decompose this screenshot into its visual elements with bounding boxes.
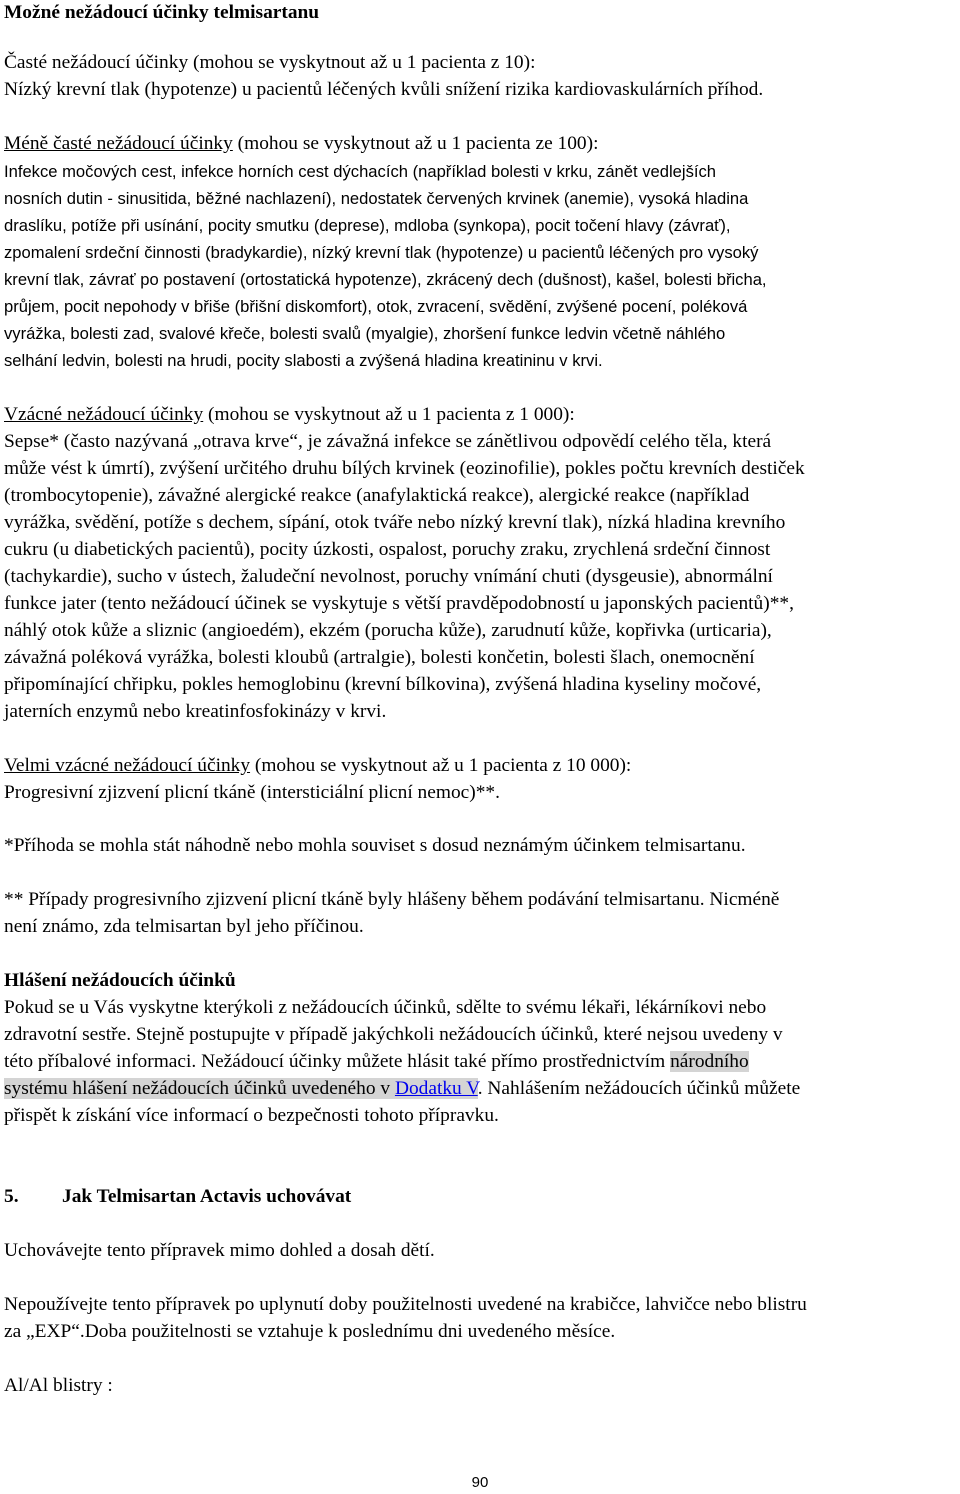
uncommon-effects-line: zpomalení srdeční činnosti (bradykardie), nízký krevní tlak (hypotenze) u pacientů léčených pro vysoký (4, 243, 759, 262)
uncommon-effects-line: Infekce močových cest, infekce horních cest dýchacích (například bolesti v krku, zánět vedlejších (4, 162, 717, 181)
storage-instruction: Uchovávejte tento přípravek mimo dohled a dosah dětí. (4, 1240, 435, 1261)
rare-effects-line: připomínající chřipku, pokles hemoglobinu (krevní bílkovina), zvýšená hladina kyseliny močové, (4, 674, 762, 695)
rare-effects-line: závažná poléková vyrážka, bolesti kloubů (artralgie), bolesti končetin, bolesti šlach, onemocnění (4, 647, 755, 668)
appendix-v-link[interactable]: Dodatku V (394, 1078, 478, 1099)
footnote-single-asterisk: *Příhoda se mohla stát náhodně nebo mohla souviset s dosud neznámým účinkem telmisartanu. (4, 835, 746, 856)
common-effects-text: Nízký krevní tlak (hypotenze) u pacientů léčených kvůli snížení rizika kardiovaskulárních příhod. (4, 79, 764, 100)
expiry-instruction-cont: za „EXP“.Doba použitelnosti se vztahuje k poslednímu dni uvedeného měsíce. (4, 1321, 616, 1342)
rare-effects-line: (tachykardie), sucho v ústech, žaludeční nevolnost, poruchy vnímání chuti (dysgeusie), abnormální (4, 566, 773, 587)
uncommon-effects-line: vyrážka, bolesti zad, svalové křeče, bolesti svalů (myalgie), zhoršení funkce ledvin včetně náhlého (4, 324, 726, 343)
very-rare-effects-text: Progresivní zjizvení plicní tkáně (intersticiální plicní nemoc)**. (4, 782, 500, 803)
section-heading: Možné nežádoucí účinky telmisartanu (4, 2, 320, 23)
reporting-text: Pokud se u Vás vyskytne kterýkoli z nežádoucích účinků, sdělte to svému lékaři, lékárníkovi nebo (4, 997, 767, 1018)
uncommon-effects-line: draslíku, potíže při usínání, pocity smutku (deprese), mdloba (synkopa), pocit točení hlavy (závrať), (4, 216, 731, 235)
rare-effects-line: (trombocytopenie), závažné alergické reakce (anafylaktická reakce), alergické reakce (například (4, 485, 750, 506)
very-rare-effects-lead (4, 752, 631, 779)
reporting-text-plain: . Nahlášením nežádoucích účinků můžete (477, 1078, 801, 1099)
rare-effects-line: náhlý otok kůže a sliznic (angioedém), ekzém (porucha kůže), zarudnutí kůže, kopřivka (urticaria), (4, 620, 772, 641)
rare-effects-line: jaterních enzymů nebo kreatinfosfokinázy v krvi. (4, 701, 387, 722)
footnote-double-asterisk-cont: není známo, zda telmisartan byl jeho příčinou. (4, 916, 364, 937)
section-5-title: Jak Telmisartan Actavis uchovávat (62, 1186, 352, 1207)
blister-type-label: Al/Al blistry : (4, 1375, 113, 1396)
rare-effects-line: funkce jater (tento nežádoucí účinek se vyskytuje s větší pravděpodobností u japonských pacientů)**, (4, 593, 794, 614)
rare-effects-line: vyrážka, svědění, potíže s dechem, sípání, otok tváře nebo nízký krevní tlak), nízká hladina krevního (4, 512, 786, 533)
reporting-text (4, 1075, 800, 1102)
reporting-heading: Hlášení nežádoucích účinků (4, 970, 236, 991)
expiry-instruction: Nepoužívejte tento přípravek po uplynutí doby použitelnosti uvedené na krabičce, lahvičce nebo blistru (4, 1294, 807, 1315)
reporting-text: přispět k získání více informací o bezpečnosti tohoto přípravku. (4, 1105, 499, 1126)
section-5-number: 5. (4, 1186, 19, 1207)
common-effects-lead: Časté nežádoucí účinky (mohou se vyskytnout až u 1 pacienta z 10): (4, 52, 536, 73)
uncommon-effects-title: Méně časté nežádoucí účinky (4, 133, 233, 154)
footnote-double-asterisk: ** Případy progresivního zjizvení plicní tkáně byly hlášeny během podávání telmisartanu. Nicméně (4, 889, 780, 910)
very-rare-effects-title: Velmi vzácné nežádoucí účinky (4, 755, 251, 776)
rare-effects-lead (4, 401, 575, 428)
reporting-highlight: národního (670, 1051, 749, 1072)
uncommon-effects-line: průjem, pocit nepohody v břiše (břišní diskomfort), otok, zvracení, svědění, zvýšené pocení, poléková (4, 297, 748, 316)
rare-effects-line: může vést k úmrtí), zvýšení určitého druhu bílých krvinek (eozinofilie), pokles počtu krevních destiček (4, 458, 805, 479)
very-rare-effects-frequency: (mohou se vyskytnout až u 1 pacienta z 10 000): (250, 755, 632, 776)
reporting-highlight: systému hlášení nežádoucích účinků uvedeného v (4, 1078, 395, 1099)
uncommon-effects-lead (4, 130, 598, 157)
reporting-text-plain: této příbalové informaci. Nežádoucí účinky můžete hlásit také přímo prostřednictvím (4, 1051, 671, 1072)
rare-effects-frequency: (mohou se vyskytnout až u 1 pacienta z 1 000): (203, 404, 575, 425)
rare-effects-line: Sepse* (často nazývaná „otrava krve“, je závažná infekce se zánětlivou odpovědí celého těla, která (4, 431, 772, 452)
rare-effects-line: cukru (u diabetických pacientů), pocity úzkosti, ospalost, poruchy zraku, zrychlená srdeční činnost (4, 539, 771, 560)
uncommon-effects-line: krevní tlak, závrať po postavení (ortostatická hypotenze), zkrácený dech (dušnost), kašel, bolesti břicha, (4, 270, 767, 289)
reporting-text (4, 1048, 749, 1075)
page-number: 90 (471, 1474, 489, 1491)
reporting-text: zdravotní sestře. Stejně postupujte v případě jakýchkoli nežádoucích účinků, které nejsou uvedeny v (4, 1024, 783, 1045)
uncommon-effects-line: nosních dutin - sinusitida, běžné nachlazení), nedostatek červených krvinek (anemie), vysoká hladina (4, 189, 749, 208)
rare-effects-title: Vzácné nežádoucí účinky (4, 404, 204, 425)
uncommon-effects-frequency: (mohou se vyskytnout až u 1 pacienta ze 100): (232, 133, 599, 154)
uncommon-effects-line: selhání ledvin, bolesti na hrudi, pocity slabosti a zvýšená hladina kreatininu v krvi. (4, 351, 603, 370)
